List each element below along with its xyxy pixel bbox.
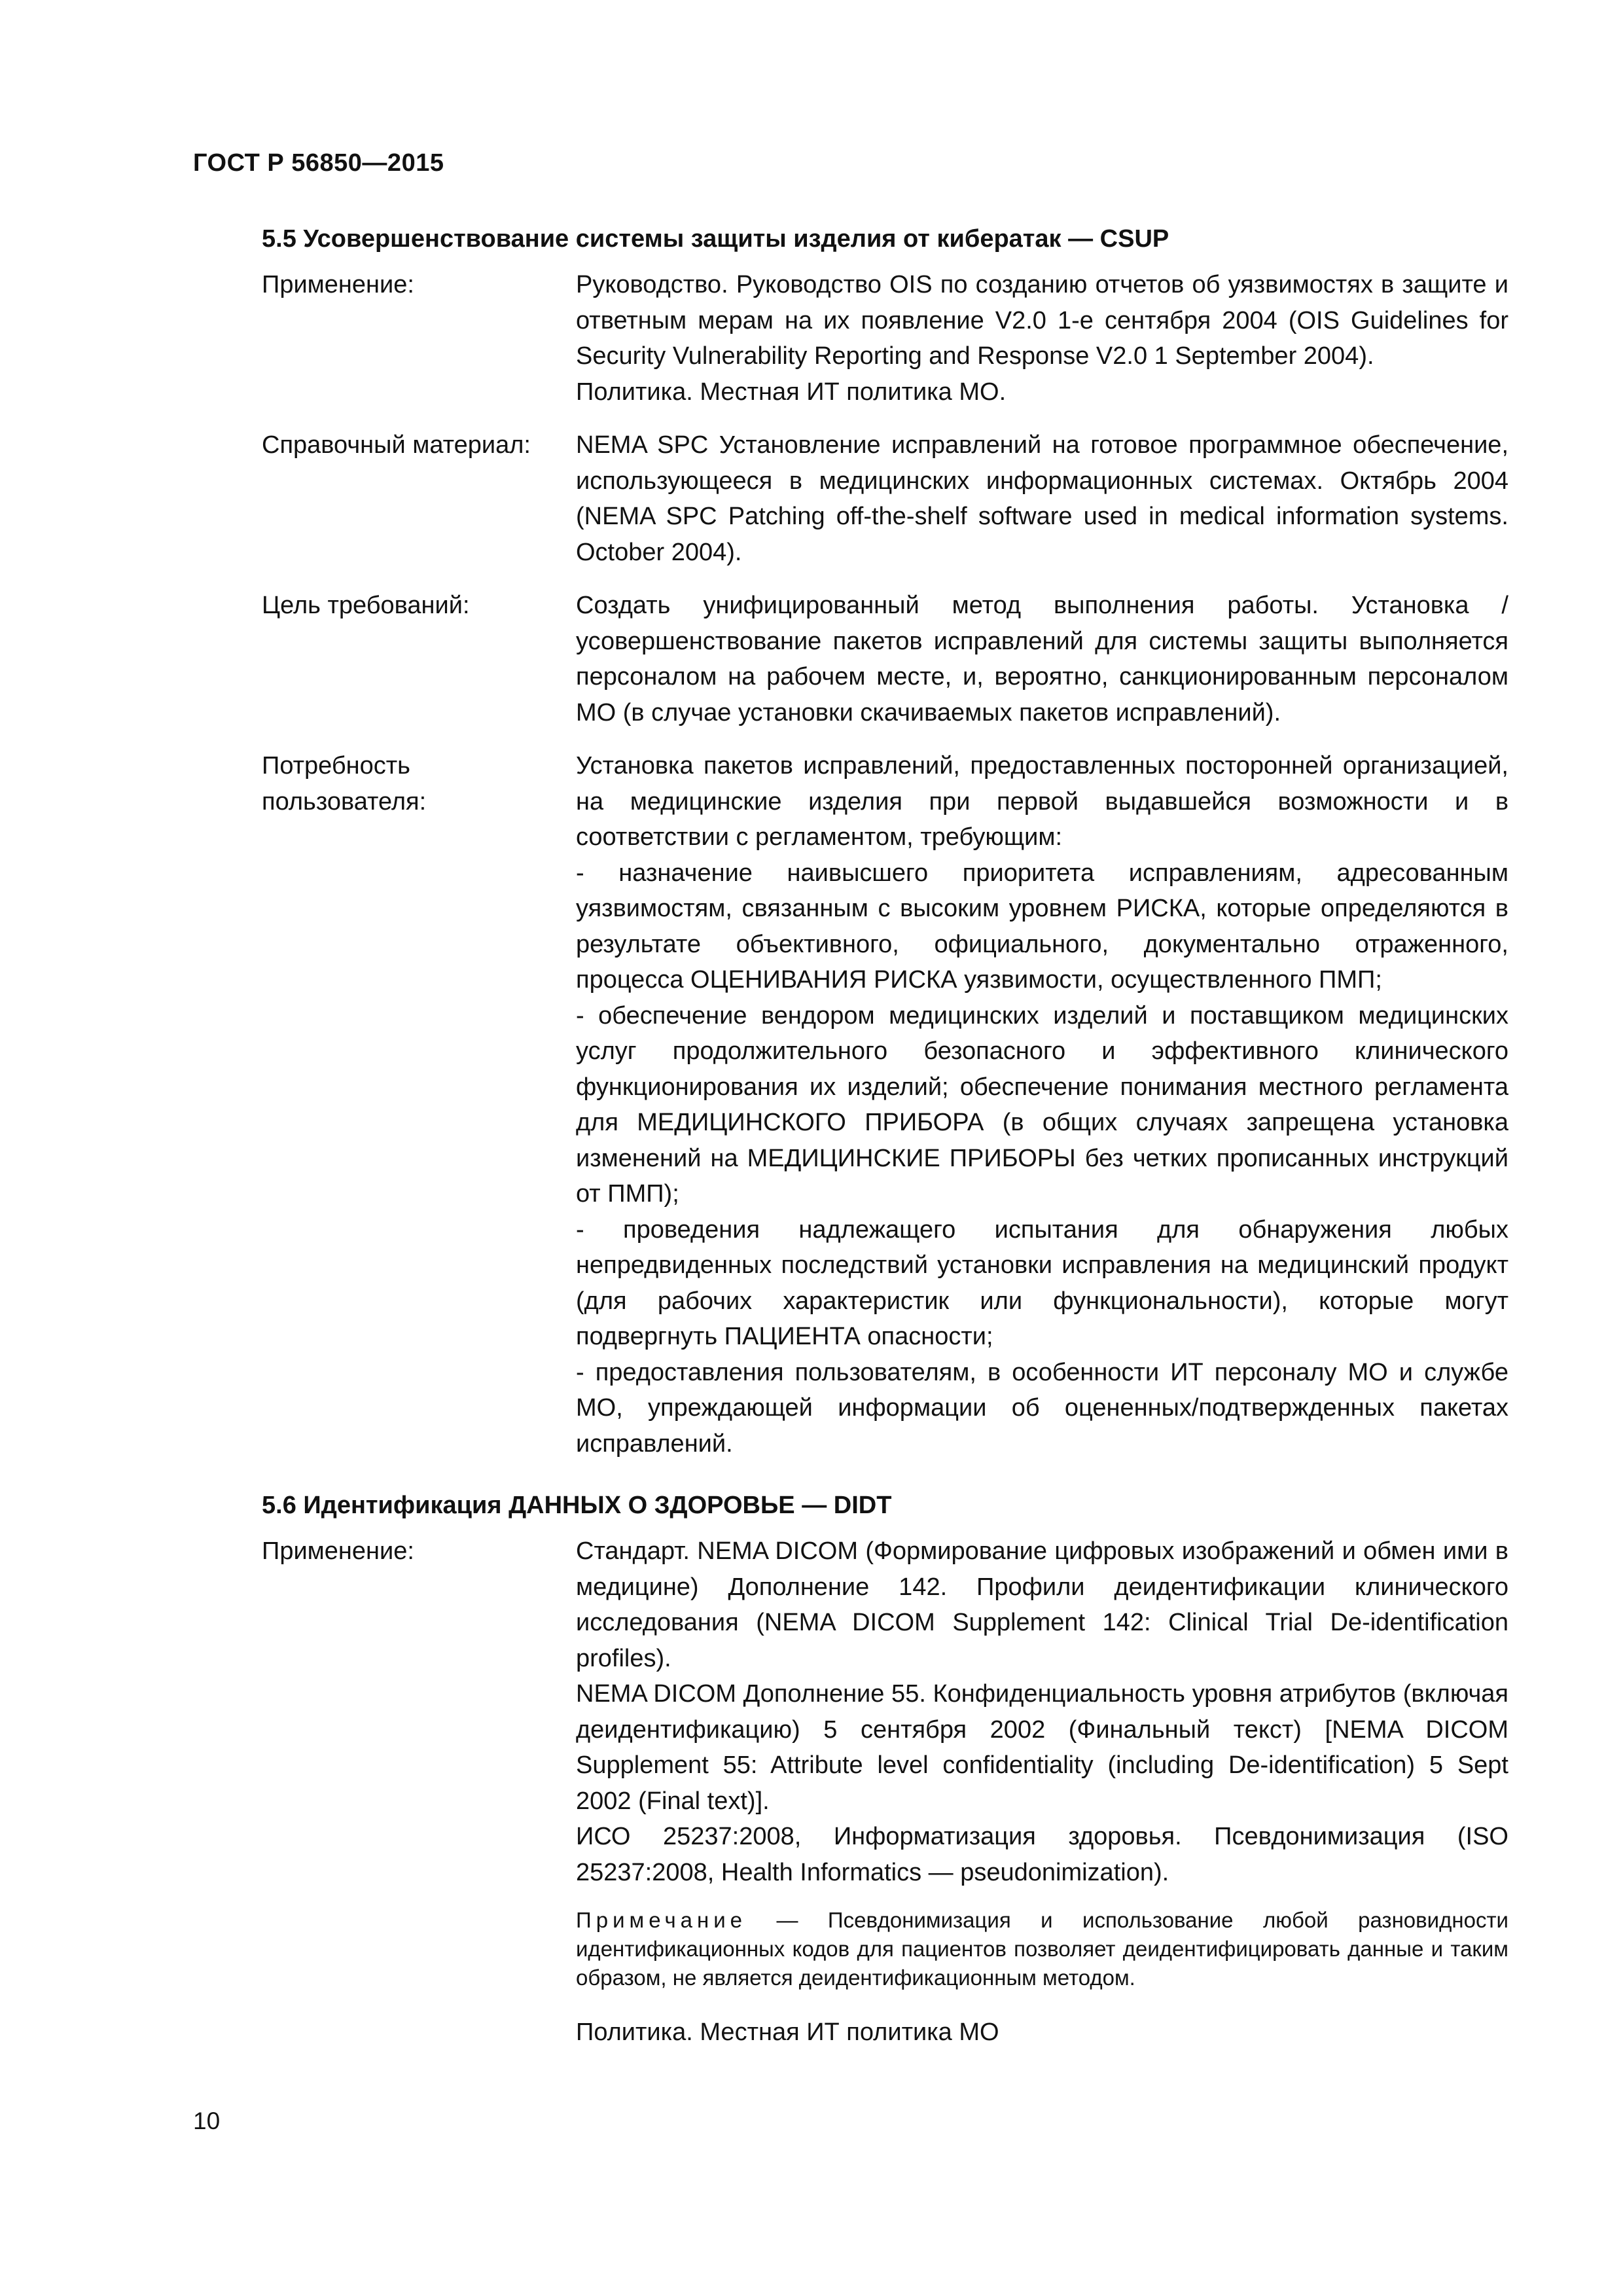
note-label: Примечание <box>576 1908 747 1932</box>
page-content <box>262 221 1508 2068</box>
paragraph: NEMA DICOM Дополнение 55. Конфиденциальность уровня атрибутов (включая деидентификацию) 5 сентября 2002 (Финальный текст) [NEMA DICOM Supplement 55: Attribute level confidentiality (including De-identification) 5 Sept 2002 (Final text)]. <box>576 1680 1508 1815</box>
paragraph: Установка пакетов исправлений, предоставленных посторонней организацией, на медицинские изделия при первой выдавшейся возможности и в соответствии с регламентом, требующим: <box>576 752 1508 851</box>
row-value <box>576 588 1508 730</box>
list-item: - предоставления пользователям, в особенности ИТ персоналу МО и службе МО, упреждающей информации об оцененных/подтвержденных пакетах исправлений. <box>576 1358 1508 1458</box>
section-5-6-title: 5.6 Идентификация ДАННЫХ О ЗДОРОВЬЕ — DIDT <box>262 1492 892 1519</box>
paragraph: Создать унифицированный метод выполнения работы. Установка / усовершенствование пакетов исправлений для системы защиты выполняется персоналом на рабочем месте, и, вероятно, санкционированным персоналом МО (в случае установки скачиваемых пакетов исправлений). <box>576 592 1508 726</box>
row-label: Цель требований: <box>262 592 470 619</box>
note <box>576 1906 1508 1992</box>
row-value <box>576 1534 1508 2051</box>
row-value <box>576 748 1508 1462</box>
list-item: - назначение наивысшего приоритета исправлениям, адресованным уязвимостям, связанным с высоким уровнем РИСКА, которые определяются в результате объективного, официального, документально отраженного, процесса ОЦЕНИВАНИЯ РИСКА уязвимости, осуществленного ПМП; <box>576 859 1508 994</box>
row-label <box>262 748 576 1462</box>
paragraph: Политика. Местная ИТ политика МО <box>576 2018 999 2046</box>
row-label: Применение: <box>262 271 414 298</box>
row-label: Применение: <box>262 1537 414 1565</box>
document-id-header: ГОСТ Р 56850—2015 <box>193 149 444 177</box>
list-item: - проведения надлежащего испытания для обнаружения любых непредвиденных последствий установки исправления на медицинский продукт (для рабочих характеристик или функциональности), которые могут подвергнуть ПАЦИЕНТА опасности; <box>576 1215 1508 1350</box>
requirement-row-reference <box>262 427 1508 570</box>
paragraph: Стандарт. NEMA DICOM (Формирование цифровых изображений и обмен ими в медицине) Дополнение 142. Профили деидентификации клинического исследования (NEMA DICOM Supplement 142: Clinical Trial De-identification profiles). <box>576 1537 1508 1672</box>
paragraph: ИСО 25237:2008, Информатизация здоровья. Псевдонимизация (ISO 25237:2008, Health Informatics — pseudonimization). <box>576 1823 1508 1886</box>
page-number: 10 <box>193 2108 221 2134</box>
row-value <box>576 427 1508 570</box>
requirement-row-application-5-6 <box>262 1534 1508 2051</box>
row-value <box>576 267 1508 410</box>
row-label: Справочный материал: <box>262 431 531 459</box>
requirement-row-user-need <box>262 748 1508 1462</box>
requirement-row-application <box>262 267 1508 410</box>
paragraph: Политика. Местная ИТ политика МО. <box>576 378 1007 406</box>
row-label-line: пользователя: <box>262 787 427 816</box>
note-text: — Псевдонимизация и использование любой разновидности идентификационных кодов для пациентов позволяет деидентифицировать данные и таким образом, не является деидентификационным методом. <box>576 1908 1508 1990</box>
row-label-line: Потребность <box>262 752 410 780</box>
list-item: - обеспечение вендором медицинских изделий и поставщиком медицинских услуг продолжительного безопасного и эффективного клинического функционирования их изделий; обеспечение понимания местного регламента для МЕДИЦИНСКОГО ПРИБОРА (в общих случаях запрещена установка изменений на МЕДИЦИНСКИЕ ПРИБОРЫ без четких прописанных инструкций от ПМП); <box>576 1001 1508 1208</box>
paragraph: Руководство. Руководство OIS по созданию отчетов об уязвимостях в защите и ответным мерам на их появление V2.0 1-е сентября 2004 (OIS Guidelines for Security Vulnerability Reporting and Response V2.0 1 September 2004). <box>576 271 1508 370</box>
section-5-5-title: 5.5 Усовершенствование системы защиты изделия от кибератак — CSUP <box>262 225 1169 253</box>
requirement-row-goal <box>262 588 1508 730</box>
paragraph: NEMA SPC Установление исправлений на готовое программное обеспечение, использующееся в медицинских информационных системах. Октябрь 2004 (NEMA SPC Patching off-the-shelf software used in medical information systems. October 2004). <box>576 431 1508 566</box>
